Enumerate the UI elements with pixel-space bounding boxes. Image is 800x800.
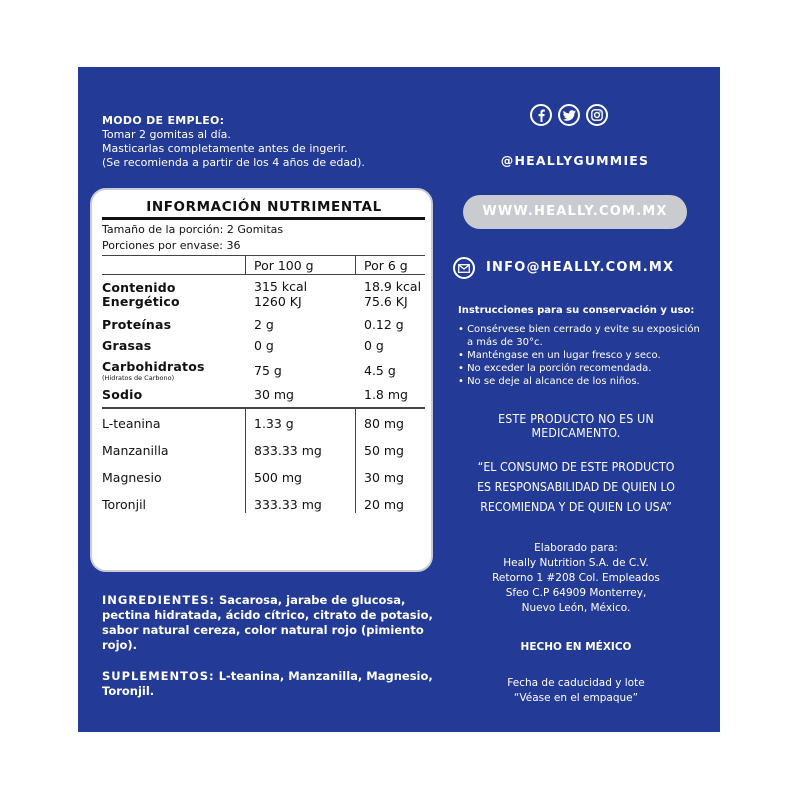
sodium-100g: 30 mg bbox=[254, 387, 294, 402]
energy-kcal-6g: 18.9 kcal bbox=[364, 279, 422, 294]
row-label-energy-2: Energético bbox=[102, 294, 180, 309]
label-panel bbox=[78, 67, 720, 732]
energy-kj-100g: 1260 KJ bbox=[254, 294, 302, 309]
ingredients-section bbox=[102, 593, 437, 653]
proteins-100g: 2 g bbox=[254, 317, 274, 332]
supplement-100g: 1.33 g bbox=[254, 416, 294, 431]
column-divider bbox=[245, 409, 246, 513]
responsibility-quote bbox=[458, 457, 694, 517]
supplements-title: SUPLEMENTOS: bbox=[102, 669, 215, 683]
servings-per-container: Porciones por envase: 36 bbox=[102, 239, 241, 252]
divider bbox=[102, 217, 425, 220]
instagram-icon[interactable] bbox=[586, 104, 608, 126]
usage-line: (Se recomienda a partir de los 4 años de edad). bbox=[102, 156, 365, 169]
column-divider bbox=[355, 255, 356, 274]
row-label-proteins: Proteínas bbox=[102, 317, 172, 332]
column-divider bbox=[245, 255, 246, 274]
usage-section bbox=[102, 114, 365, 170]
nutrition-title: INFORMACIÓN NUTRIMENTAL bbox=[146, 199, 382, 215]
supplement-6g: 50 mg bbox=[364, 443, 404, 458]
expiry-line: Fecha de caducidad y lote bbox=[507, 677, 645, 689]
supplement-6g: 20 mg bbox=[364, 497, 404, 512]
carbs-100g: 75 g bbox=[254, 363, 282, 378]
supplement-100g: 833.33 mg bbox=[254, 443, 322, 458]
column-divider bbox=[355, 409, 356, 513]
sodium-6g: 1.8 mg bbox=[364, 387, 408, 402]
social-icons bbox=[530, 104, 608, 126]
divider bbox=[102, 274, 425, 275]
made-in-mexico: HECHO EN MÉXICO bbox=[520, 641, 632, 653]
ingredients-title: INGREDIENTES: bbox=[102, 593, 215, 607]
divider bbox=[102, 255, 425, 256]
ingredients-text: Sacarosa, jarabe de glucosa, pectina hidratada, ácido cítrico, citrato de potasio, sabor natural cereza, color natural rojo (pimiento rojo). bbox=[102, 593, 433, 652]
supplement-label: Magnesio bbox=[102, 470, 162, 485]
row-label-energy: Contenido bbox=[102, 280, 176, 295]
carbs-6g: 4.5 g bbox=[364, 363, 396, 378]
usage-line: Masticarlas completamente antes de ingerir. bbox=[102, 142, 348, 155]
expiry-info bbox=[453, 676, 699, 706]
email-link[interactable]: INFO@HEALLY.COM.MX bbox=[486, 260, 675, 275]
manufacturer-line: Heally Nutrition S.A. de C.V. bbox=[503, 557, 649, 569]
row-label-carbs: Carbohidratos bbox=[102, 359, 205, 374]
fats-100g: 0 g bbox=[254, 338, 274, 353]
manufacturer-line: Sfeo C.P 64909 Monterrey, bbox=[505, 587, 647, 599]
proteins-6g: 0.12 g bbox=[364, 317, 404, 332]
storage-instructions bbox=[458, 304, 703, 388]
supplement-label: L-teanina bbox=[102, 416, 161, 431]
fats-6g: 0 g bbox=[364, 338, 384, 353]
instruction-item: • Manténgase en un lugar fresco y seco. bbox=[458, 350, 661, 361]
manufacturer-info bbox=[453, 541, 699, 616]
instruction-item: • No exceder la porción recomendada. bbox=[458, 363, 652, 374]
serving-size: Tamaño de la porción: 2 Gomitas bbox=[102, 223, 284, 236]
row-sublabel-carbs: (Hidratos de Carbono) bbox=[102, 374, 175, 382]
divider bbox=[102, 407, 425, 409]
supplements-section bbox=[102, 669, 437, 699]
supplement-100g: 333.33 mg bbox=[254, 497, 322, 512]
quote-line: ES RESPONSABILIDAD DE QUIEN LO bbox=[477, 480, 675, 494]
supplements-text: L-teanina, Manzanilla, Magnesio, Toronjil. bbox=[102, 669, 433, 698]
quote-line: RECOMIENDA Y DE QUIEN LO USA” bbox=[480, 500, 672, 514]
column-header-6g: Por 6 g bbox=[364, 258, 408, 273]
manufacturer-line: Elaborado para: bbox=[534, 542, 618, 554]
nutrition-facts-table bbox=[90, 188, 433, 572]
instruction-item: • Consérvese bien cerrado y evite su exposición a más de 30°c. bbox=[458, 324, 700, 348]
quote-line: “EL CONSUMO DE ESTE PRODUCTO bbox=[477, 460, 675, 474]
supplement-6g: 30 mg bbox=[364, 470, 404, 485]
energy-kcal-100g: 315 kcal bbox=[254, 279, 308, 294]
website-link[interactable]: WWW.HEALLY.COM.MX bbox=[463, 195, 687, 229]
manufacturer-line: Nuevo León, México. bbox=[521, 602, 631, 614]
supplement-label: Toronjil bbox=[102, 497, 147, 512]
column-header-100g: Por 100 g bbox=[254, 258, 314, 273]
instructions-title: Instrucciones para su conservación y uso: bbox=[458, 305, 695, 316]
supplement-100g: 500 mg bbox=[254, 470, 302, 485]
not-medicine-disclaimer: ESTE PRODUCTO NO ES UN MEDICAMENTO. bbox=[498, 412, 654, 440]
usage-line: Tomar 2 gomitas al día. bbox=[102, 128, 231, 141]
manufacturer-line: Retorno 1 #208 Col. Empleados bbox=[492, 572, 660, 584]
supplement-label: Manzanilla bbox=[102, 443, 169, 458]
mail-icon bbox=[453, 257, 475, 279]
expiry-line: “Véase en el empaque” bbox=[513, 692, 639, 704]
usage-title: MODO DE EMPLEO: bbox=[102, 114, 225, 127]
social-handle[interactable]: @HEALLYGUMMIES bbox=[500, 153, 650, 168]
twitter-icon[interactable] bbox=[558, 104, 580, 126]
supplement-6g: 80 mg bbox=[364, 416, 404, 431]
energy-kj-6g: 75.6 KJ bbox=[364, 294, 408, 309]
facebook-icon[interactable] bbox=[530, 104, 552, 126]
row-label-sodium: Sodio bbox=[102, 387, 143, 402]
instruction-item: • No se deje al alcance de los niños. bbox=[458, 376, 640, 387]
row-label-fats: Grasas bbox=[102, 338, 152, 353]
